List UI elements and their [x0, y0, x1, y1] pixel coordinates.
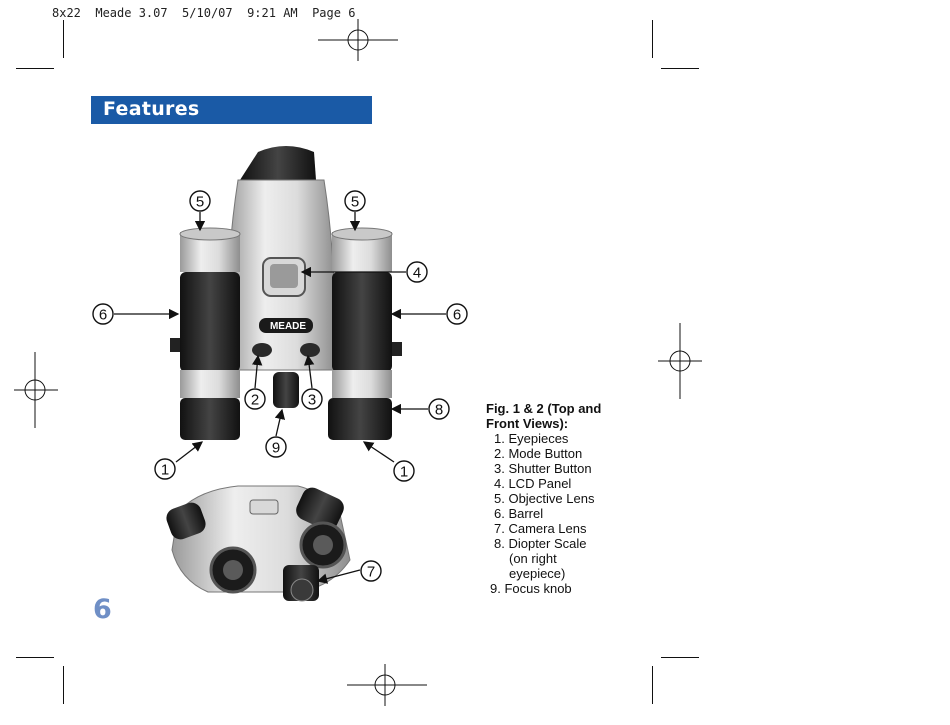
callout-4	[407, 262, 427, 282]
callout-5-right	[345, 191, 365, 211]
svg-text:7: 7	[366, 563, 376, 581]
printer-slug: 8x22 Meade 3.07 5/10/07 9:21 AM Page 6	[52, 6, 356, 20]
registration-mark-right	[658, 323, 702, 399]
legend-item: 1. Eyepieces	[494, 431, 569, 446]
svg-text:3: 3	[307, 391, 317, 409]
brand-logo: MEADE	[269, 321, 307, 332]
registration-mark-top	[318, 19, 398, 61]
legend-item-continuation: eyepiece)	[509, 566, 566, 581]
top-view	[170, 146, 402, 440]
svg-text:5: 5	[350, 193, 360, 211]
callout-6-right	[447, 304, 467, 324]
callout-7	[361, 561, 381, 581]
legend-item: 2. Mode Button	[494, 446, 583, 461]
svg-text:8: 8	[434, 401, 444, 419]
svg-text:1: 1	[160, 461, 170, 479]
legend-item: 7. Camera Lens	[494, 521, 587, 536]
legend-item: 8. Diopter Scale	[494, 536, 587, 551]
callout-3	[302, 389, 322, 409]
front-view	[164, 484, 350, 601]
figure-caption: Fig. 1 & 2 (Top and Front Views):	[486, 401, 602, 431]
figure-legend	[486, 401, 616, 596]
callout-6-left	[93, 304, 113, 324]
section-title: Features	[103, 98, 200, 120]
callout-1-right	[394, 461, 414, 481]
legend-list	[486, 431, 616, 596]
registration-mark-bottom	[347, 664, 427, 706]
svg-text:5: 5	[195, 193, 205, 211]
legend-item: 6. Barrel	[494, 506, 544, 521]
svg-text:2: 2	[250, 391, 260, 409]
registration-mark-left	[14, 352, 58, 428]
page-number: 6	[93, 594, 112, 625]
callout-2	[245, 389, 265, 409]
svg-text:6: 6	[98, 306, 108, 324]
callout-8	[429, 399, 449, 419]
svg-text:6: 6	[452, 306, 462, 324]
legend-item: 4. LCD Panel	[494, 476, 572, 491]
svg-text:9: 9	[271, 439, 281, 457]
callout-9	[266, 437, 286, 457]
binocular-diagram	[88, 140, 478, 610]
svg-text:4: 4	[412, 264, 422, 282]
callout-5-left	[190, 191, 210, 211]
legend-item: 9. Focus knob	[490, 581, 572, 596]
legend-item-continuation: (on right	[509, 551, 557, 566]
svg-text:1: 1	[399, 463, 409, 481]
legend-item: 3. Shutter Button	[494, 461, 592, 476]
legend-item: 5. Objective Lens	[494, 491, 595, 506]
callout-1-left	[155, 459, 175, 479]
section-banner	[91, 96, 372, 124]
